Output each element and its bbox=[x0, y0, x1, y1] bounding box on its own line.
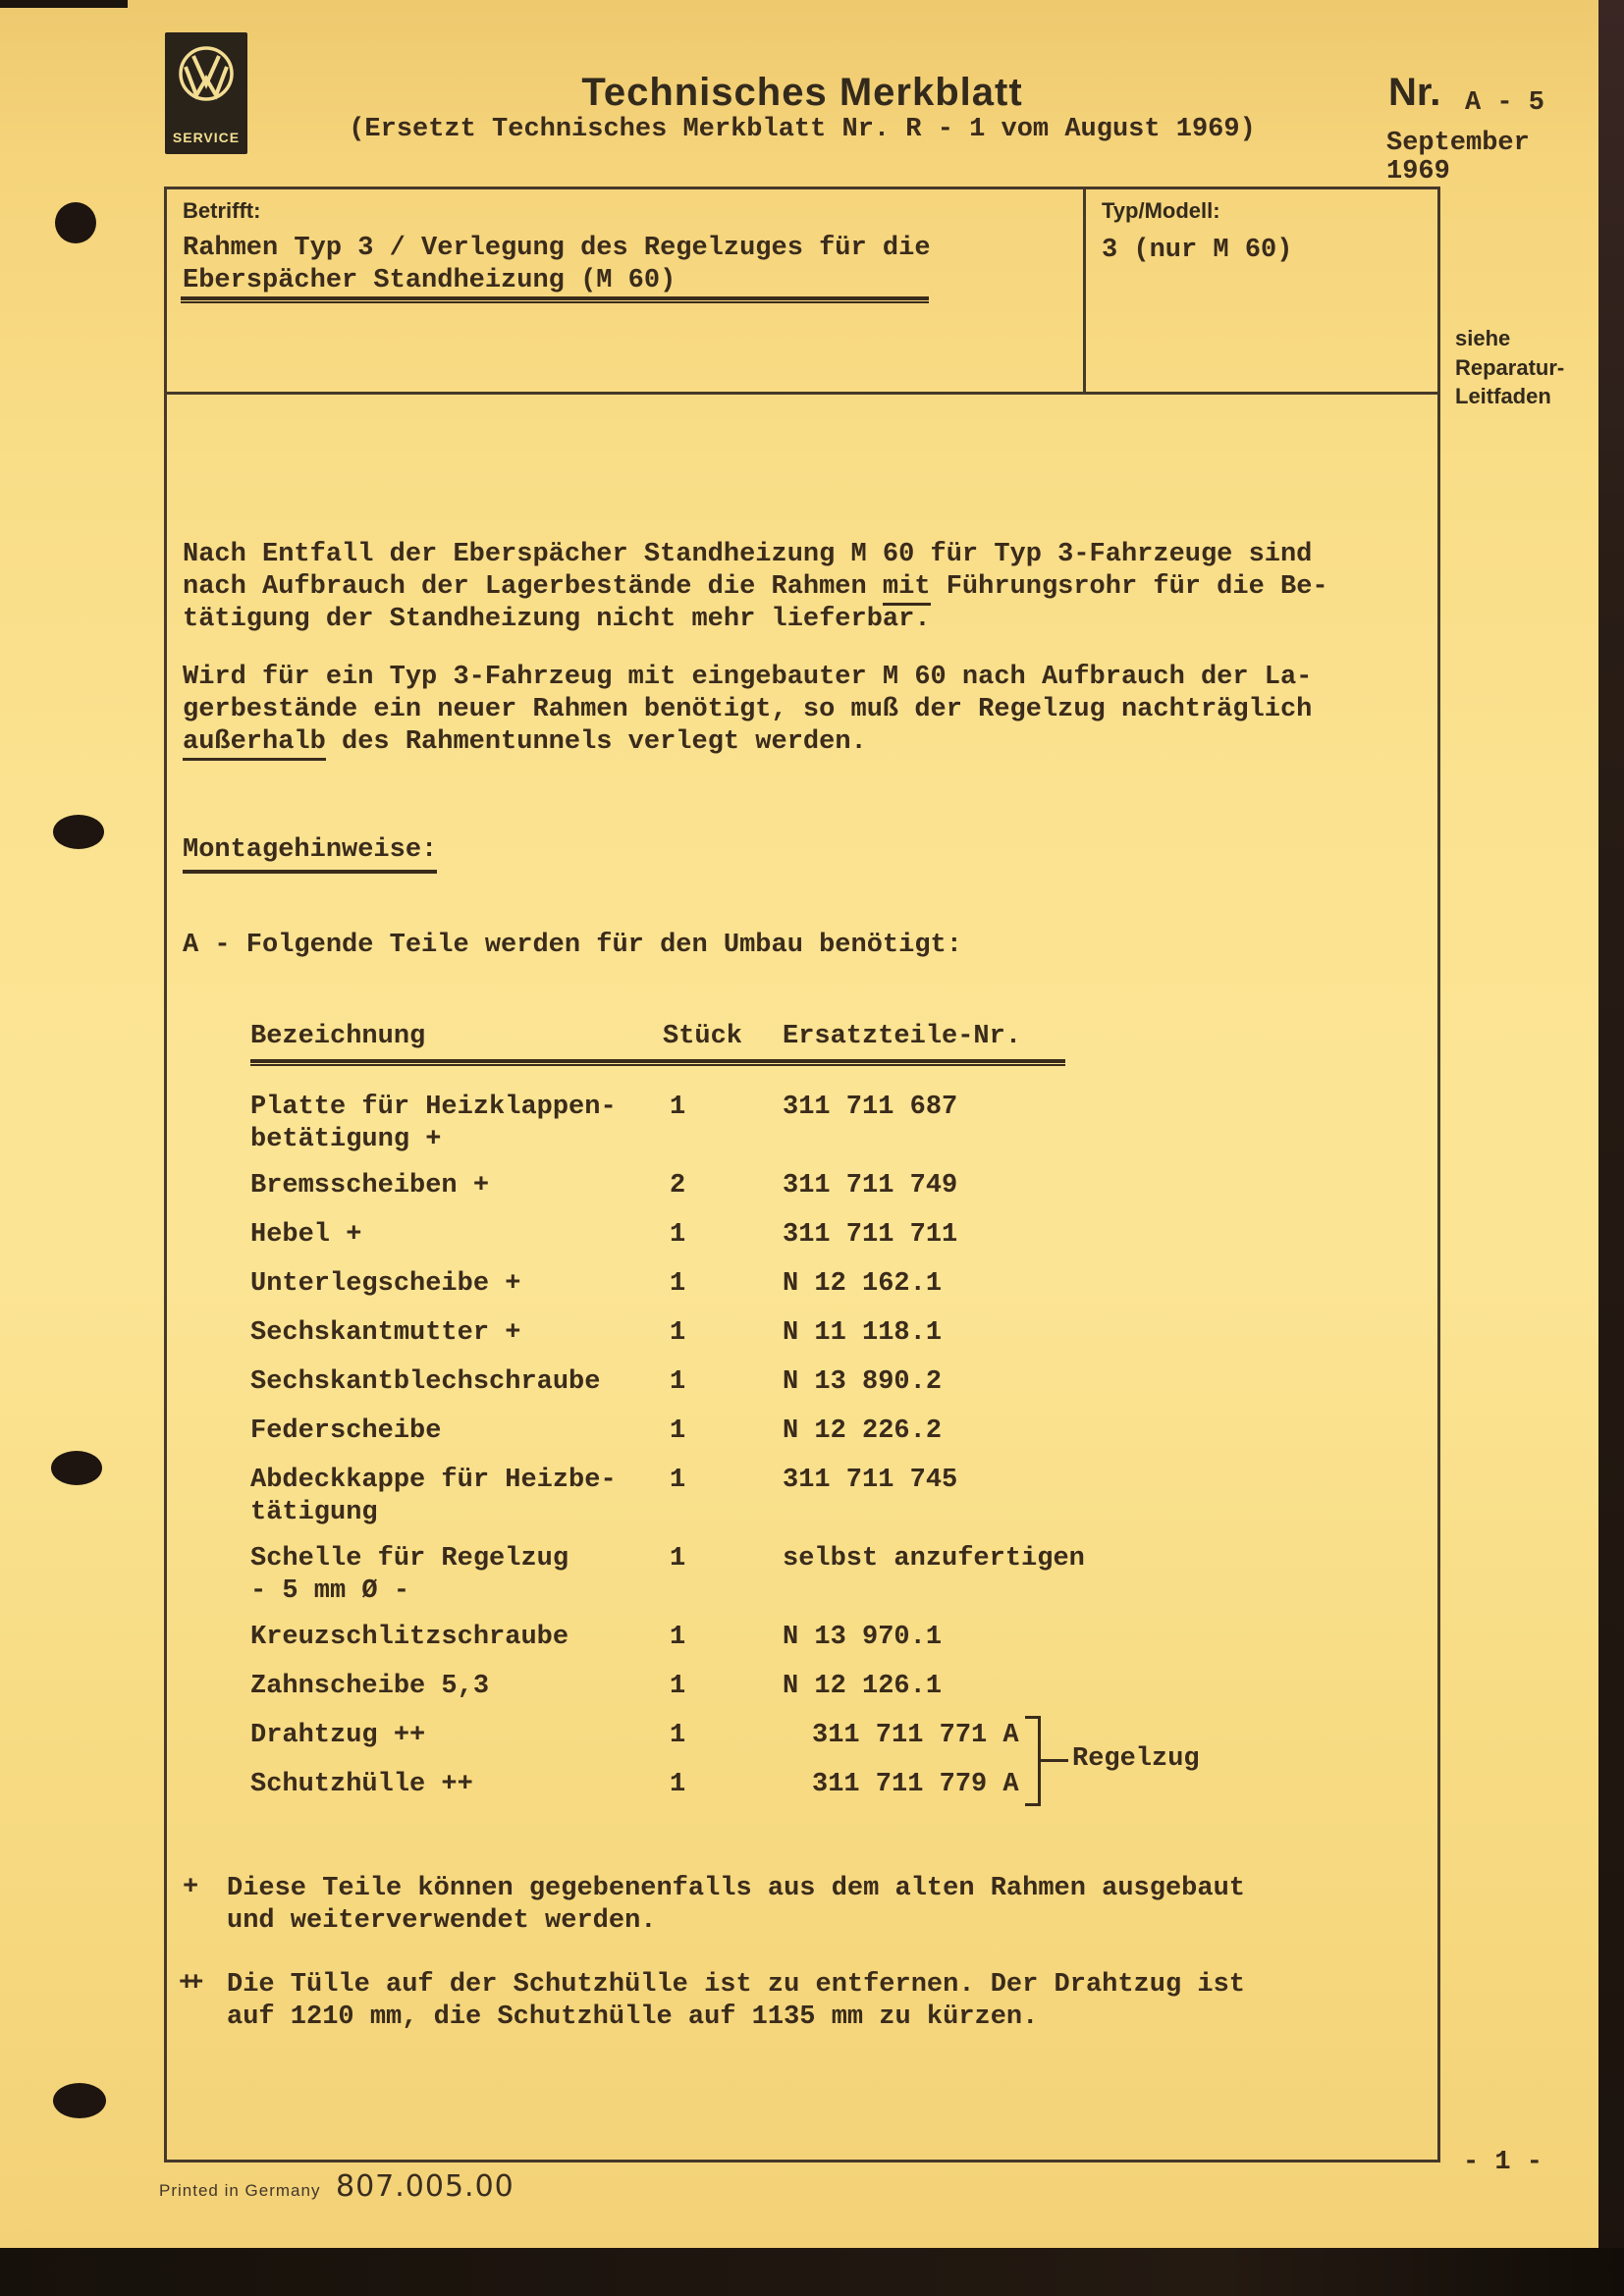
box-divider bbox=[1083, 187, 1086, 395]
service-label: SERVICE bbox=[172, 130, 241, 145]
punch-hole bbox=[51, 1451, 102, 1485]
part-qty: 1 bbox=[670, 1367, 686, 1397]
footnote-line: auf 1210 mm, die Schutzhülle auf 1135 mm zu kürzen. bbox=[227, 2002, 1039, 2032]
part-number: N 12 126.1 bbox=[783, 1672, 943, 1701]
repair-guide-note-line: siehe bbox=[1455, 326, 1511, 350]
print-number: 807.005.00 bbox=[336, 2169, 514, 2204]
part-name: tätigung bbox=[250, 1498, 378, 1527]
table-header-rule bbox=[250, 1059, 1065, 1066]
part-number: 311 711 711 bbox=[783, 1220, 958, 1250]
part-name: Schelle für Regelzug bbox=[250, 1544, 569, 1574]
part-qty: 1 bbox=[670, 1220, 686, 1250]
paragraph-line: Nach Entfall der Eberspächer Standheizung M 60 für Typ 3-Fahrzeuge sind bbox=[183, 540, 1313, 569]
frame-line-bottom bbox=[164, 2160, 1440, 2163]
part-name: Kreuzschlitzschraube bbox=[250, 1623, 569, 1652]
part-qty: 1 bbox=[670, 1269, 686, 1299]
part-row bbox=[250, 1268, 1134, 1301]
scan-edge-top-left bbox=[0, 0, 128, 8]
part-row bbox=[250, 1720, 1134, 1752]
part-number: N 12 162.1 bbox=[783, 1269, 943, 1299]
part-qty: 1 bbox=[670, 1623, 686, 1652]
typ-modell-label: Typ/Modell: bbox=[1102, 198, 1220, 223]
part-name: Federscheibe bbox=[250, 1416, 442, 1446]
part-qty: 1 bbox=[670, 1544, 686, 1574]
part-qty: 1 bbox=[670, 1721, 686, 1750]
part-row bbox=[250, 1366, 1134, 1399]
part-name: Sechskantmutter + bbox=[250, 1318, 521, 1348]
footnote-line: und weiterverwendet werden. bbox=[227, 1906, 657, 1936]
frame-line-left bbox=[164, 389, 167, 2163]
repair-guide-note-line: Reparatur- bbox=[1455, 354, 1565, 380]
part-number: N 11 118.1 bbox=[783, 1318, 943, 1348]
footnote-2 bbox=[227, 1969, 1245, 2034]
page-number: - 1 - bbox=[1463, 2148, 1543, 2177]
paragraph-segment: Führungsrohr für die Be- bbox=[930, 572, 1328, 602]
intro-paragraph-2 bbox=[183, 662, 1312, 759]
document-subtitle: (Ersetzt Technisches Merkblatt Nr. R - 1 vom August 1969) bbox=[349, 115, 1256, 144]
number-label: Nr. bbox=[1388, 71, 1441, 114]
section-a-intro: A - Folgende Teile werden für den Umbau benötigt: bbox=[183, 931, 962, 960]
document-title: Technisches Merkblatt bbox=[581, 71, 1023, 114]
part-name: Zahnscheibe 5,3 bbox=[250, 1672, 490, 1701]
paragraph-line: tätigung der Standheizung nicht mehr lieferbar. bbox=[183, 605, 931, 634]
paragraph-line: gerbestände ein neuer Rahmen benötigt, so muß der Regelzug nachträglich bbox=[183, 695, 1313, 724]
part-qty: 1 bbox=[670, 1318, 686, 1348]
part-name: Unterlegscheibe + bbox=[250, 1269, 521, 1299]
footnote-line: Diese Teile können gegebenenfalls aus dem alten Rahmen ausgebaut bbox=[227, 1874, 1245, 1903]
regelzug-bracket-label: Regelzug bbox=[1072, 1744, 1200, 1774]
paragraph-segment: nach Aufbrauch der Lagerbestände die Rahmen bbox=[183, 572, 883, 602]
paragraph-line bbox=[183, 726, 1312, 759]
subject-line1: Rahmen Typ 3 / Verlegung des Regelzuges für die bbox=[183, 234, 931, 263]
parts-table-header bbox=[250, 1021, 1134, 1053]
part-number: 311 711 687 bbox=[783, 1093, 958, 1122]
punch-hole bbox=[55, 202, 96, 243]
punch-hole bbox=[53, 2083, 106, 2118]
part-qty: 1 bbox=[670, 1672, 686, 1701]
footnote-1 bbox=[227, 1873, 1245, 1938]
part-number: N 13 970.1 bbox=[783, 1623, 943, 1652]
column-header-qty: Stück bbox=[663, 1022, 743, 1051]
part-row bbox=[250, 1543, 1134, 1608]
part-row bbox=[250, 1092, 1134, 1156]
repair-guide-note bbox=[1455, 324, 1564, 411]
parts-rows bbox=[250, 1092, 1134, 1801]
part-name: Abdeckkappe für Heizbe- bbox=[250, 1466, 617, 1495]
typ-modell-value: 3 (nur M 60) bbox=[1102, 236, 1293, 265]
scan-edge-bottom bbox=[0, 2248, 1624, 2296]
frame-line-right bbox=[1437, 389, 1440, 2163]
part-number: 311 711 771 A bbox=[812, 1721, 1019, 1750]
paragraph-line: Wird für ein Typ 3-Fahrzeug mit eingebauter M 60 nach Aufbrauch der La- bbox=[183, 663, 1313, 692]
part-number: N 13 890.2 bbox=[783, 1367, 943, 1397]
part-name: Platte für Heizklappen- bbox=[250, 1093, 617, 1122]
part-qty: 2 bbox=[670, 1171, 686, 1201]
part-row bbox=[250, 1465, 1134, 1529]
regelzug-bracket-dash bbox=[1041, 1759, 1068, 1762]
subject-line2: Eberspächer Standheizung (M 60) bbox=[183, 266, 677, 295]
part-qty: 1 bbox=[670, 1770, 686, 1799]
punch-hole bbox=[53, 815, 104, 849]
column-header-name: Bezeichnung bbox=[250, 1022, 426, 1051]
paragraph-line bbox=[183, 571, 1328, 604]
part-row bbox=[250, 1170, 1134, 1202]
underlined-word: außerhalb bbox=[183, 727, 326, 761]
part-number: selbst anzufertigen bbox=[783, 1544, 1085, 1574]
parts-table bbox=[250, 1021, 1134, 1818]
date-month: September bbox=[1386, 129, 1530, 158]
footnote-line: Die Tülle auf der Schutzhülle ist zu entfernen. Der Drahtzug ist bbox=[227, 1970, 1245, 2000]
part-row bbox=[250, 1317, 1134, 1350]
repair-guide-note-line: Leitfaden bbox=[1455, 384, 1551, 408]
section-heading: Montagehinweise: bbox=[183, 835, 437, 874]
number-value: A - 5 bbox=[1465, 88, 1545, 118]
part-name: Drahtzug ++ bbox=[250, 1721, 426, 1750]
footnote-marker-plusplus: ++ bbox=[179, 1969, 197, 1999]
part-qty: 1 bbox=[670, 1416, 686, 1446]
part-qty: 1 bbox=[670, 1093, 686, 1122]
paragraph-segment: des Rahmentunnels verlegt werden. bbox=[325, 727, 867, 757]
part-row bbox=[250, 1415, 1134, 1448]
column-header-number: Ersatzteile-Nr. bbox=[783, 1022, 1022, 1051]
footnote-marker-plus: + bbox=[183, 1873, 199, 1902]
subject-underline bbox=[181, 296, 929, 303]
part-number: N 12 226.2 bbox=[783, 1416, 943, 1446]
underlined-word: mit bbox=[883, 572, 931, 606]
part-number: 311 711 745 bbox=[783, 1466, 958, 1495]
printed-in-germany-label: Printed in Germany bbox=[159, 2181, 321, 2200]
intro-paragraph-1 bbox=[183, 539, 1328, 636]
betrifft-label: Betrifft: bbox=[183, 198, 261, 223]
part-qty: 1 bbox=[670, 1466, 686, 1495]
scan-edge-right bbox=[1598, 0, 1624, 2296]
part-name: - 5 mm Ø - bbox=[250, 1576, 410, 1606]
regelzug-bracket bbox=[1025, 1716, 1041, 1806]
part-name: Hebel + bbox=[250, 1220, 362, 1250]
part-row bbox=[250, 1219, 1134, 1252]
part-row bbox=[250, 1769, 1134, 1801]
part-name: betätigung + bbox=[250, 1125, 442, 1154]
part-number: 311 711 779 A bbox=[812, 1770, 1019, 1799]
date-year: 1969 bbox=[1386, 157, 1450, 187]
part-name: Sechskantblechschraube bbox=[250, 1367, 601, 1397]
part-row bbox=[250, 1671, 1134, 1703]
part-name: Schutzhülle ++ bbox=[250, 1770, 473, 1799]
part-number: 311 711 749 bbox=[783, 1171, 958, 1201]
part-name: Bremsscheiben + bbox=[250, 1171, 490, 1201]
part-row bbox=[250, 1622, 1134, 1654]
